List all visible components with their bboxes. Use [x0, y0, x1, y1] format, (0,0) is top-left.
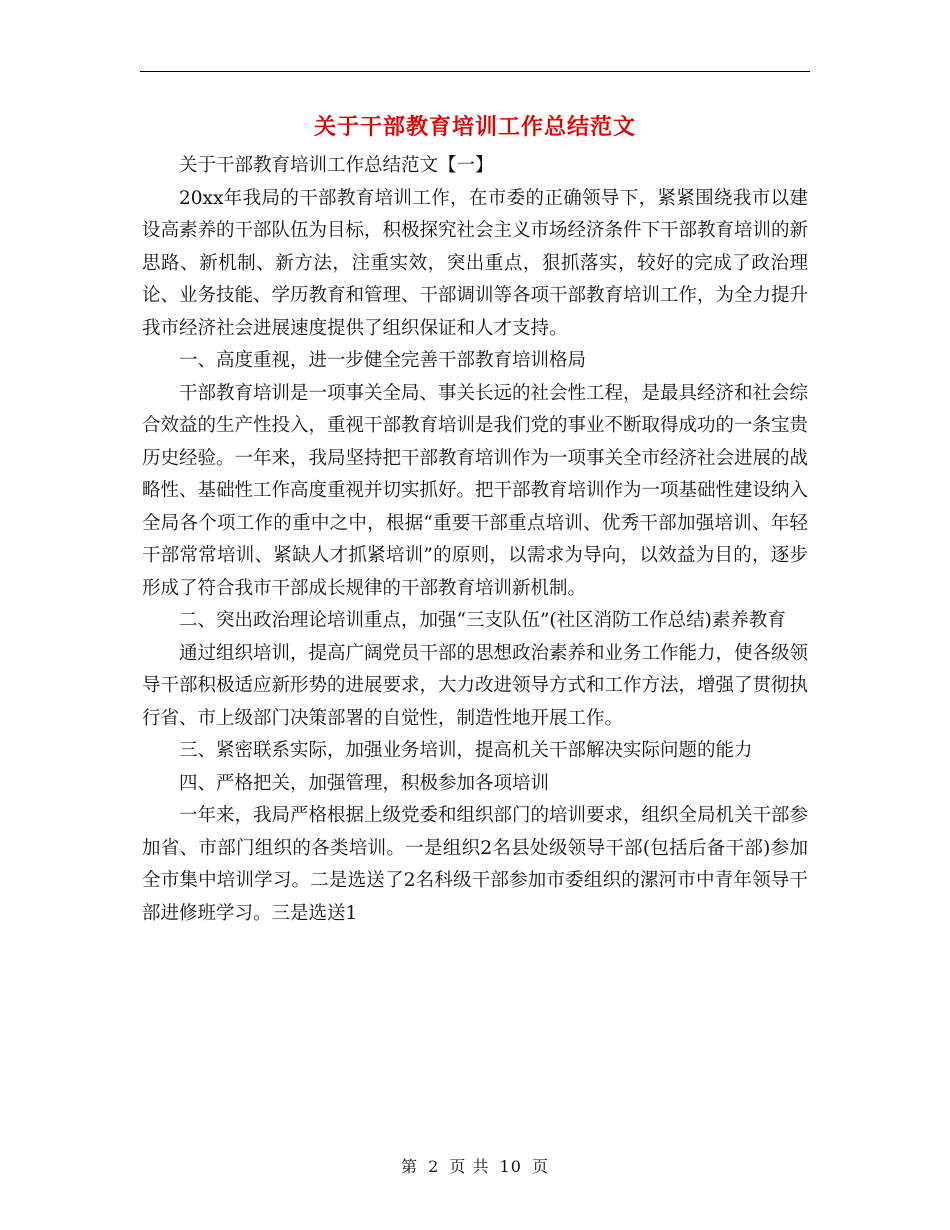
page-footer — [0, 1154, 950, 1177]
section-heading: 一、高度重视，进一步健全完善干部教育培训格局 — [179, 350, 587, 371]
page-label-mid: 页 共 — [449, 1157, 490, 1176]
total-pages: 10 — [499, 1157, 522, 1176]
paragraph: 一年来，我局严格根据上级党委和组织部门的培训要求，组织全局机关干部参加省、市部门组织的各类培训。一是组织2名县处级领导干部(包括后备干部)参加全市集中培训学习。二是选送了2名科级干部参加市委组织的漯河市中青年领导干部进修班学习。三是选送1 — [142, 805, 809, 924]
section-heading: 关于干部教育培训工作总结范文【一】 — [179, 155, 494, 176]
page-label-suffix: 页 — [532, 1157, 550, 1176]
paragraph: 干部教育培训是一项事关全局、事关长远的社会性工程，是最具经济和社会综合效益的生产性投入，重视干部教育培训是我们党的事业不断取得成功的一条宝贵历史经验。一年来，我局坚持把干部教育培训作为一项事关全市经济社会进展的战略性、基础性工作高度重视并切实抓好。把干部教育培训作为一项基础性建设纳入全局各个项工作的重中之中，根据“重要干部重点培训、优秀干部加强培训、年轻干部常常培训、紧缺人才抓紧培训”的原则，以需求为导向，以效益为目的，逐步形成了符合我市干部成长规律的干部教育培训新机制。 — [142, 382, 809, 599]
page-label-prefix: 第 — [400, 1157, 418, 1176]
document-body — [142, 150, 808, 930]
paragraph: 20xx年我局的干部教育培训工作，在市委的正确领导下，紧紧围绕我市以建设高素养的干部队伍为目标，积极探究社会主义市场经济条件下干部教育培训的新思路、新机制、新方法，注重实效，突出重点，狠抓落实，较好的完成了政治理论、业务技能、学历教育和管理、干部调训等各项干部教育培训工作，为全力提升我市经济社会进展速度提供了组织保证和人才支持。 — [142, 187, 809, 339]
document-title: 关于干部教育培训工作总结范文 — [313, 114, 636, 140]
section-heading: 二、突出政治理论培训重点，加强“三支队伍”(社区消防工作总结)素养教育 — [179, 610, 786, 631]
section-heading: 四、严格把关，加强管理，积极参加各项培训 — [179, 772, 550, 794]
header-rule — [140, 71, 810, 72]
page-number: 2 — [428, 1157, 440, 1176]
paragraph: 通过组织培训，提高广阔党员干部的思想政治素养和业务工作能力，使各级领导干部积极适应新形势的进展要求，大力改进领导方式和工作方法，增强了贯彻执行省、市上级部门决策部署的自觉性，制造性地开展工作。 — [142, 642, 809, 729]
section-heading: 三、紧密联系实际，加强业务培训，提高机关干部解决实际问题的能力 — [179, 740, 753, 761]
